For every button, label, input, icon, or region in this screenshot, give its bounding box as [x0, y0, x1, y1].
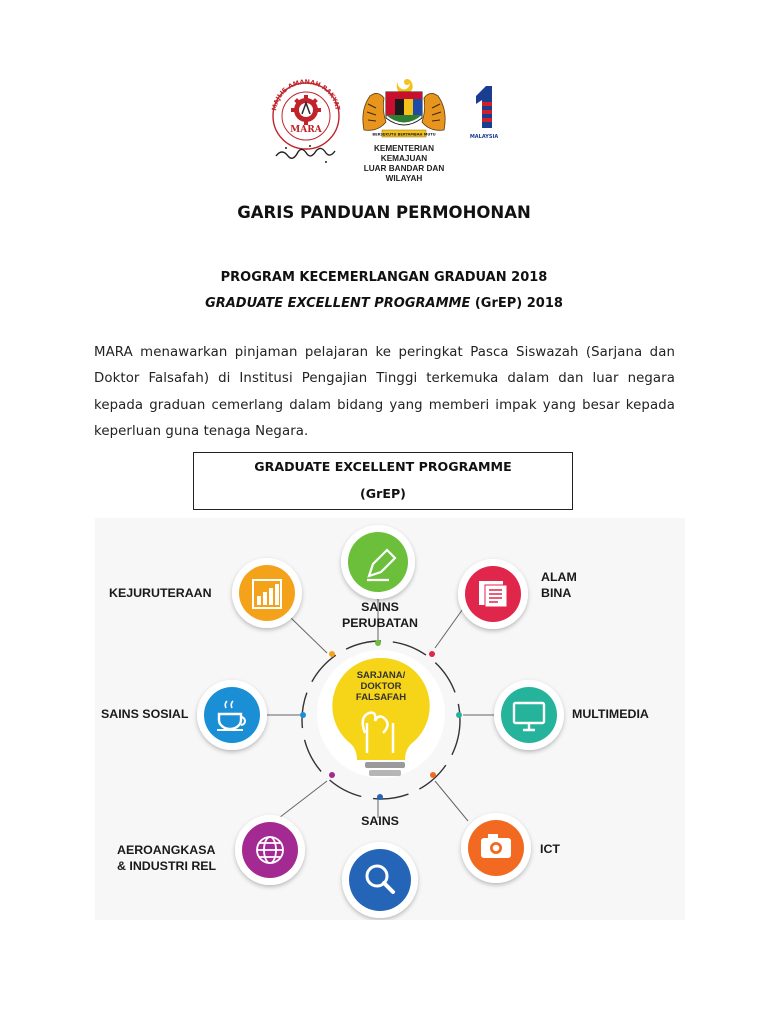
ict-circle	[461, 813, 531, 883]
bulb-caption-line2: DOKTOR	[360, 681, 402, 692]
ministry-caption-line2: LUAR BANDAR DAN WILAYAH	[363, 164, 445, 183]
label-sains: SAINS	[361, 814, 399, 828]
mara-wordmark: MARA	[290, 125, 322, 135]
header-logos	[262, 70, 512, 183]
programme-box	[193, 452, 573, 510]
mara-logo	[266, 76, 346, 166]
program-title-malay: PROGRAM KECEMERLANGAN GRADUAN 2018	[220, 270, 548, 285]
sains-circle	[342, 842, 418, 918]
sains-sosial-circle	[197, 680, 267, 750]
label-sains-sosial: SAINS SOSIAL	[101, 707, 189, 721]
label-alam-bina: ALAM BINA	[541, 570, 577, 600]
alam-bina-circle	[458, 559, 528, 629]
program-name-italic: GRADUATE EXCELLENT PROGRAMME	[205, 296, 471, 311]
bulb-caption-line1: SARJANA/	[356, 670, 406, 681]
fields-infographic	[95, 518, 685, 920]
kejuruteraan-circle	[232, 558, 302, 628]
aeroangkasa-circle	[235, 815, 305, 885]
ministry-caption	[352, 144, 456, 184]
coat-of-arms-emblem	[358, 74, 450, 140]
program-name-suffix: (GrEP) 2018	[470, 296, 563, 311]
programme-box-line1: GRADUATE EXCELLENT PROGRAMME	[254, 459, 512, 474]
label-aeroangkasa: AEROANGKASA & INDUSTRI REL	[117, 843, 217, 873]
label-kejuruteraan: KEJURUTERAAN	[109, 586, 212, 600]
multimedia-circle	[494, 680, 564, 750]
one-malaysia-caption: MALAYSIA	[470, 134, 498, 140]
label-ict: ICT	[540, 842, 560, 856]
document-icon	[479, 581, 507, 607]
coat-of-arms-motto: BERSEKUTU BERTAMBAH MUTU	[372, 132, 436, 137]
one-malaysia-logo	[470, 82, 498, 144]
label-sains-perubatan: SAINS PERUBATAN	[342, 600, 418, 630]
intro-paragraph: MARA menawarkan pinjaman pelajaran ke peringkat Pasca Siswazah (Sarjana dan Doktor Falsafah) di Institusi Pengajian Tinggi terkemuka dalam dan luar negara kepada graduan cemerlang dalam bidang yang memberi impak yang besar kepada keperluan guna tenaga Negara.	[94, 345, 675, 440]
sains-perubatan-circle	[341, 525, 415, 599]
ministry-caption-line1: KEMENTERIAN KEMAJUAN	[373, 144, 435, 163]
bulb-caption-line3: FALSAFAH	[355, 692, 407, 703]
mara-ring-text: MAJLIS AMANAH RAKYAT	[271, 78, 341, 112]
program-title-english	[0, 296, 768, 311]
programme-box-line2: (GrEP)	[360, 486, 406, 501]
label-multimedia: MULTIMEDIA	[572, 707, 649, 721]
document-title: GARIS PANDUAN PERMOHONAN	[237, 203, 531, 222]
